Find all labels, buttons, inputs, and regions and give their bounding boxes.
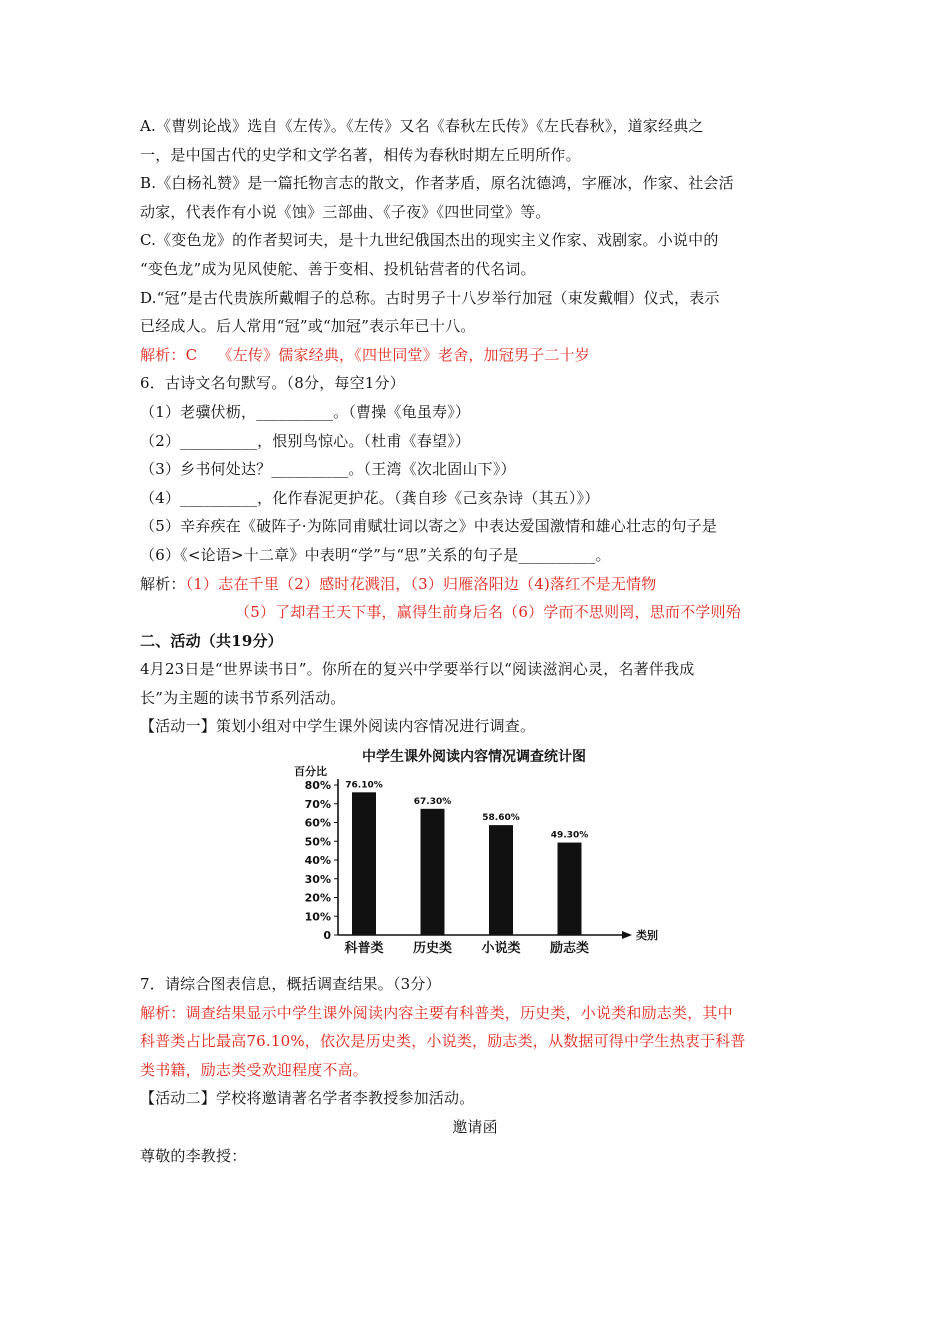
answer-q6-text1: （1）志在千里（2）感时花溅泪，（3）归雁洛阳边（4)落红不是无情物 <box>185 574 657 593</box>
x-tick-label: 小说类 <box>481 941 521 957</box>
bar-chart <box>292 745 658 970</box>
option-a-line2: 一，是中国古代的史学和文学名著，相传为春秋时期左丘明所作。 <box>140 145 581 164</box>
option-c-line2: “变色龙”成为见风使舵、善于变相、投机钻营者的代名词。 <box>140 259 536 278</box>
bar-3 <box>489 825 513 935</box>
y-tick-label: 80% <box>304 779 331 793</box>
x-axis-label: 类别 <box>636 929 658 943</box>
y-tick-label: 0 <box>323 929 331 943</box>
activity-2: 【活动二】学校将邀请著名学者李教授参加活动。 <box>140 1089 475 1108</box>
bar-value-label: 58.60% <box>482 813 520 824</box>
answer-q7-line3: 类书籍，励志类受欢迎程度不高。 <box>140 1060 369 1079</box>
answer-q6-label: 解析： <box>140 574 186 593</box>
y-tick-label: 10% <box>304 910 331 924</box>
answer-q6-line2: （5）了却君王天下事，赢得生前身后名（6）学而不思则罔，思而不学则殆 <box>235 603 741 622</box>
bar-value-label: 67.30% <box>413 796 452 807</box>
question-6-item-5: （5）辛弃疾在《破阵子·为陈同甫赋壮词以寄之》中表达爱国激情和雄心壮志的句子是 <box>140 517 718 536</box>
question-6-item-6: （6）《<论语>十二章》中表明“学”与“思”关系的句子是__________。 <box>140 545 611 564</box>
y-tick-label: 50% <box>304 835 331 849</box>
bar-value-label: 49.30% <box>550 830 589 841</box>
bar-1 <box>352 792 376 935</box>
y-tick-label: 60% <box>304 816 331 830</box>
option-b-line1: B.《白杨礼赞》是一篇托物言志的散文，作者茅盾，原名沈德鸿，字雁冰，作家、社会活 <box>140 174 734 193</box>
bar-4 <box>558 843 582 935</box>
answer-q5: 解析：C 《左传》儒家经典，《四世同堂》老舍，加冠男子二十岁 <box>140 345 590 364</box>
x-axis-arrow-icon <box>622 931 632 939</box>
bar-value-label: 76.10% <box>345 780 383 791</box>
document-page <box>140 112 810 1170</box>
question-6-item-1: （1）老骥伏枥，__________。（曹操《龟虽寿》） <box>140 402 471 421</box>
question-6: 6．古诗文名句默写。（8分，每空1分） <box>140 374 405 393</box>
option-a-line1: A.《曹刿论战》选自《左传》。《左传》又名《春秋左氏传》《左氏春秋》，道家经典之 <box>140 117 704 135</box>
y-tick-label: 20% <box>304 891 331 905</box>
question-6-item-3: （3）乡书何处达？__________。（王湾《次北固山下》） <box>140 460 516 479</box>
question-6-item-4: （4）__________，化作春泥更护花。（龚自珍《己亥杂诗（其五）》） <box>140 488 600 507</box>
y-tick-label: 70% <box>304 797 331 811</box>
question-7: 7．请综合图表信息，概括调查结果。（3分） <box>140 975 441 994</box>
section-2-heading: 二、活动（共19分） <box>140 631 283 650</box>
option-b-line2: 动家，代表作有小说《蚀》三部曲、《子夜》《四世同堂》等。 <box>140 202 551 221</box>
option-d-line2: 已经成人。后人常用“冠”或“加冠”表示年已十八。 <box>140 317 476 336</box>
x-tick-label: 励志类 <box>549 941 590 957</box>
x-tick-label: 科普类 <box>344 941 384 957</box>
answer-q7-line2: 科普类占比最高76.10%，依次是历史类，小说类，励志类，从数据可得中学生热衷于科普 <box>140 1032 746 1051</box>
question-6-item-2: （2）__________，恨别鸟惊心。（杜甫《春望》） <box>140 431 471 450</box>
chart-title: 中学生课外阅读内容情况调查统计图 <box>362 749 586 766</box>
x-tick-label: 历史类 <box>412 941 453 957</box>
bar-chart-svg <box>292 745 658 970</box>
intro-line1: 4月23日是“世界读书日”。你所在的复兴中学要举行以“阅读滋润心灵，名著伴我成 <box>140 660 695 679</box>
option-c-line1: C.《变色龙》的作者契诃夫，是十九世纪俄国杰出的现实主义作家、戏剧家。小说中的 <box>140 231 719 250</box>
option-d-line1: D.“冠”是古代贵族所戴帽子的总称。古时男子十八岁举行加冠（束发戴帽）仪式，表示 <box>140 288 720 307</box>
intro-line2: 长”为主题的读书节系列活动。 <box>140 688 346 707</box>
activity-1: 【活动一】策划小组对中学生课外阅读内容情况进行调查。 <box>140 717 536 736</box>
answer-q7-line1: 解析：调查结果显示中学生课外阅读内容主要有科普类，历史类，小说类和励志类，其中 <box>140 1003 733 1022</box>
salutation: 尊敬的李教授： <box>140 1146 247 1165</box>
y-tick-label: 30% <box>304 872 331 886</box>
invitation-title: 邀请函 <box>452 1118 498 1137</box>
answer-q6-line1 <box>140 570 810 599</box>
y-axis-label: 百分比 <box>294 765 327 779</box>
bar-2 <box>421 809 445 935</box>
y-tick-label: 40% <box>304 854 331 868</box>
